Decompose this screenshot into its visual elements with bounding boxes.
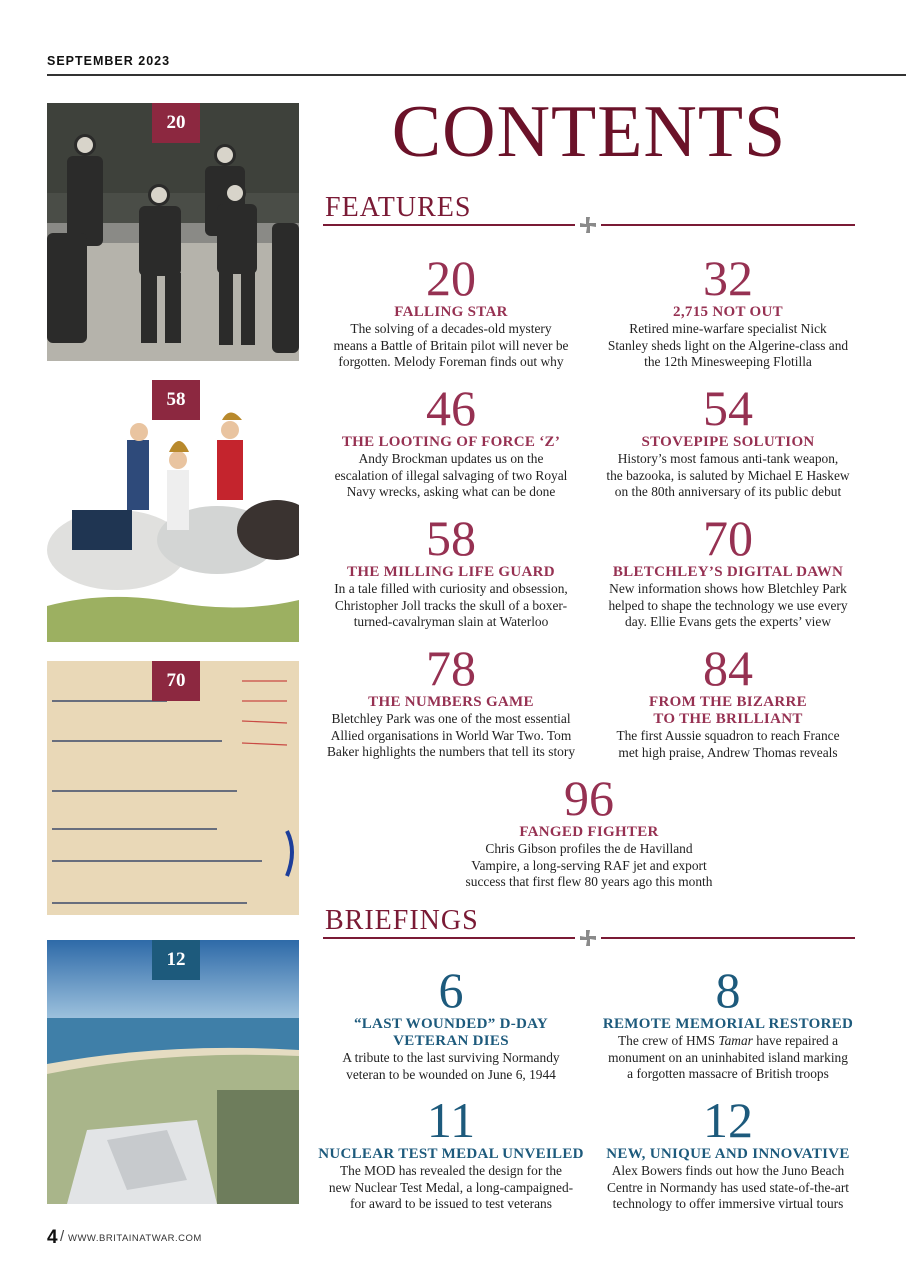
cross-icon — [580, 930, 596, 946]
briefing-item[interactable] — [593, 1092, 863, 1213]
page-number: 58 — [426, 510, 476, 566]
article-description: History’s most famous anti-tank weapon, the bazooka, is saluted by Michael E Haskew on the 80th anniversary of its public debut — [606, 451, 850, 499]
page-number: 78 — [426, 640, 476, 696]
article-title: THE NUMBERS GAME — [368, 694, 534, 710]
article-title: NUCLEAR TEST MEDAL UNVEILED — [318, 1146, 584, 1162]
page-number: 8 — [715, 962, 741, 1018]
page-badge: 58 — [152, 380, 200, 420]
features-divider — [323, 217, 855, 233]
page-badge: 12 — [152, 940, 200, 980]
footer-separator: / — [60, 1228, 65, 1245]
article-title: FROM THE BIZARRE TO THE BRILLIANT — [649, 694, 807, 727]
cross-icon — [580, 217, 596, 233]
article-description: Andy Brockman updates us on the escalation of illegal salvaging of two Royal Navy wrecks, asking what can be done — [334, 451, 568, 499]
features-heading: FEATURES — [325, 192, 472, 223]
page-title: CONTENTS — [391, 91, 787, 173]
article-description: Chris Gibson profiles the de Havilland Vampire, a long-serving RAF jet and export success that first flew 80 years ago this month — [465, 841, 713, 889]
article-description: The MOD has revealed the design for the new Nuclear Test Medal, a long-campaigned- for award to be issued to test veterans — [328, 1163, 574, 1211]
page-number: 84 — [703, 640, 753, 696]
page-number: 20 — [426, 250, 476, 306]
article-description: New information shows how Bletchley Park helped to shape the technology we use every day. Ellie Evans gets the experts’ view — [608, 581, 848, 629]
feature-item[interactable] — [593, 510, 863, 631]
feature-item[interactable] — [439, 770, 739, 891]
description-text: The crew of HMS — [617, 1033, 719, 1048]
article-title: THE MILLING LIFE GUARD — [347, 564, 555, 580]
feature-item[interactable] — [316, 250, 586, 371]
article-title: 2,715 NOT OUT — [673, 304, 783, 320]
header-rule — [47, 74, 906, 76]
briefings-heading: BRIEFINGS — [325, 905, 479, 936]
briefing-item[interactable] — [316, 1092, 586, 1213]
article-title: NEW, UNIQUE AND INNOVATIVE — [606, 1146, 850, 1162]
article-title: STOVEPIPE SOLUTION — [641, 434, 815, 450]
article-title: “LAST WOUNDED” D-DAY VETERAN DIES — [353, 1016, 549, 1049]
description-text: have repaired a monument on an uninhabited island marking a forgotten massacre of British troops — [608, 1033, 848, 1081]
article-description: The solving of a decades-old mystery means a Battle of Britain pilot will never be forgotten. Melody Foreman finds out why — [333, 321, 569, 369]
article-title: THE LOOTING OF FORCE ‘Z’ — [341, 434, 561, 450]
photo-juno-beach[interactable] — [47, 940, 299, 1204]
article-description: Bletchley Park was one of the most essential Allied organisations in World War Two. Tom Baker highlights the numbers that tell its story — [326, 711, 576, 759]
article-description: Retired mine-warfare specialist Nick Stanley sheds light on the Algerine-class and the 12th Minesweeping Flotilla — [607, 321, 849, 369]
feature-item[interactable] — [593, 250, 863, 371]
issue-date: SEPTEMBER 2023 — [47, 54, 171, 68]
article-title: FANGED FIGHTER — [519, 824, 659, 840]
page-number: 46 — [426, 380, 476, 436]
feature-item[interactable] — [593, 640, 863, 761]
briefing-item[interactable] — [593, 962, 863, 1083]
feature-item[interactable] — [316, 380, 586, 501]
article-description — [593, 1033, 863, 1083]
briefings-divider — [323, 930, 855, 946]
photo-pilots[interactable] — [47, 103, 299, 361]
feature-item[interactable] — [316, 640, 586, 761]
footer-url[interactable]: WWW.BRITAINATWAR.COM — [68, 1233, 202, 1244]
feature-item[interactable] — [316, 510, 586, 631]
feature-item[interactable] — [593, 380, 863, 501]
footer-page-number: 4 — [47, 1227, 58, 1248]
article-title: BLETCHLEY’S DIGITAL DAWN — [612, 564, 844, 580]
page-badge: 20 — [152, 103, 200, 143]
ship-name: Tamar — [718, 1033, 753, 1048]
article-title: FALLING STAR — [394, 304, 508, 320]
article-title: REMOTE MEMORIAL RESTORED — [602, 1016, 854, 1032]
page-number: 11 — [426, 1092, 476, 1148]
briefing-item[interactable] — [316, 962, 586, 1083]
page-number: 70 — [703, 510, 753, 566]
article-description: The first Aussie squadron to reach France met high praise, Andrew Thomas reveals — [616, 728, 840, 760]
photo-bletchley-paper[interactable] — [47, 661, 299, 915]
page-number: 54 — [703, 380, 753, 436]
article-description: A tribute to the last surviving Normandy veteran to be wounded on June 6, 1944 — [342, 1050, 560, 1082]
page-number: 32 — [703, 250, 753, 306]
article-description: In a tale filled with curiosity and obsession, Christopher Joll tracks the skull of a boxer- turned-cavalryman slain at Waterloo — [334, 581, 568, 629]
page-badge: 70 — [152, 661, 200, 701]
page-number: 12 — [703, 1092, 753, 1148]
article-description: Alex Bowers finds out how the Juno Beach Centre in Normandy has used state-of-the-art technology to offer immersive virtual tours — [606, 1163, 850, 1211]
photo-cavalry[interactable] — [47, 380, 299, 642]
page-number: 6 — [438, 962, 464, 1018]
page-number: 96 — [564, 770, 614, 826]
